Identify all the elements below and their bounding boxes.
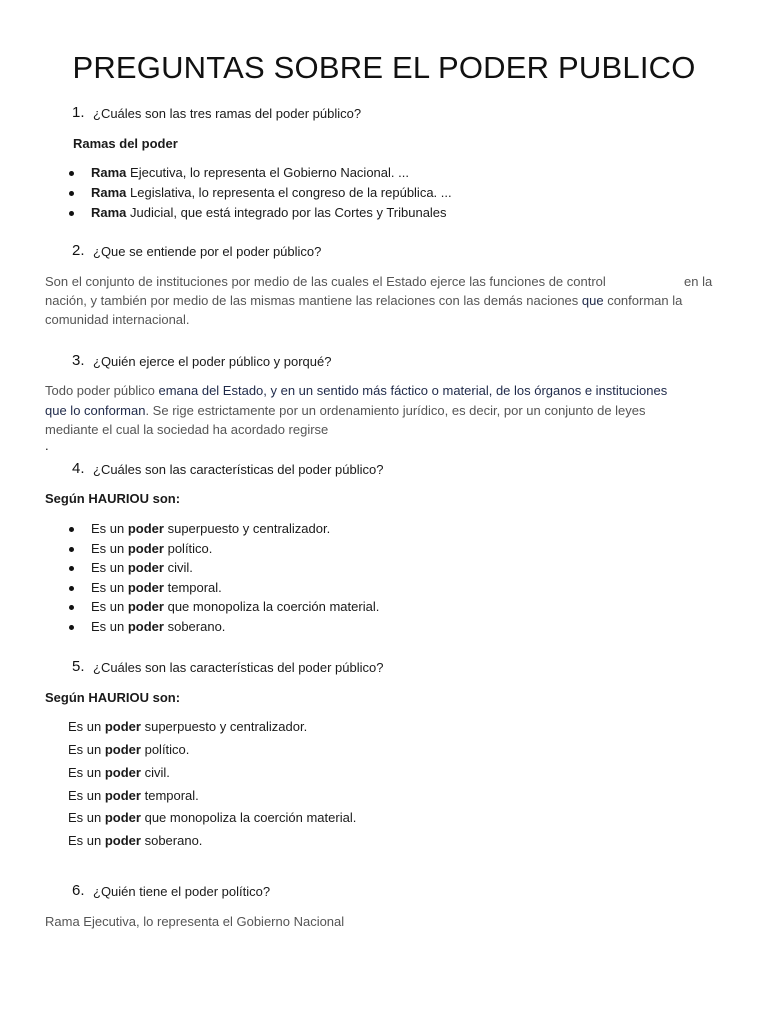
section-label: Según HAURIOU son: <box>45 491 181 506</box>
question-text: ¿Cuáles son las características del poder público? <box>93 462 384 477</box>
answer-line: Todo poder público emana del Estado, y en un sentido más fáctico o material, de los órganos e instituciones <box>45 383 668 398</box>
question-number: 6. <box>72 882 85 899</box>
question-number: 2. <box>72 242 85 259</box>
list-item: Es un poder soberano. <box>91 619 225 634</box>
question-text: ¿Que se entiende por el poder público? <box>93 244 322 259</box>
question-number: 5. <box>72 658 85 675</box>
list-item: Es un poder civil. <box>91 560 193 575</box>
answer-line: mediante el cual la sociedad ha acordado regirse <box>45 422 329 437</box>
list-item: Rama Ejecutiva, lo representa el Gobierno Nacional. ... <box>91 165 409 180</box>
bullet-icon <box>69 566 74 571</box>
question-number: 3. <box>72 352 85 369</box>
answer-line: Son el conjunto de instituciones por medio de las cuales el Estado ejerce las funciones de control <box>45 274 606 289</box>
bullet-icon <box>69 605 74 610</box>
section-label: Ramas del poder <box>73 136 178 151</box>
bullet-icon <box>69 171 74 176</box>
list-item: Rama Legislativa, lo representa el congreso de la república. ... <box>91 185 452 200</box>
question-text: ¿Cuáles son las características del poder público? <box>93 660 384 675</box>
list-item: Es un poder político. <box>91 541 212 556</box>
list-item: Es un poder civil. <box>68 765 170 780</box>
question-text: ¿Quién tiene el poder político? <box>93 884 271 899</box>
list-item: Es un poder temporal. <box>91 580 222 595</box>
bullet-icon <box>69 586 74 591</box>
question-text: ¿Cuáles son las tres ramas del poder público? <box>93 106 362 121</box>
answer-line: en la <box>684 274 713 289</box>
answer-line: nación, y también por medio de las mismas mantiene las relaciones con las demás naciones que conforman la <box>45 293 683 308</box>
answer-line: . <box>45 438 49 453</box>
list-item: Es un poder que monopoliza la coerción material. <box>91 599 379 614</box>
bullet-icon <box>69 191 74 196</box>
question-number: 4. <box>72 460 85 477</box>
list-item: Es un poder superpuesto y centralizador. <box>68 719 308 734</box>
list-item: Rama Judicial, que está integrado por las Cortes y Tribunales <box>91 205 447 220</box>
bullet-icon <box>69 211 74 216</box>
bullet-icon <box>69 625 74 630</box>
list-item: Es un poder soberano. <box>68 833 203 848</box>
answer-line: comunidad internacional. <box>45 312 190 327</box>
list-item: Es un poder que monopoliza la coerción material. <box>68 810 357 825</box>
page-title: PREGUNTAS SOBRE EL PODER PUBLICO <box>72 50 696 85</box>
list-item: Es un poder temporal. <box>68 788 199 803</box>
section-label: Según HAURIOU son: <box>45 690 181 705</box>
answer-line: que lo conforman. Se rige estrictamente por un ordenamiento jurídico, es decir, por un conjunto de leyes <box>45 403 646 418</box>
question-number: 1. <box>72 104 85 121</box>
answer-line: Rama Ejecutiva, lo representa el Gobierno Nacional <box>45 914 345 929</box>
bullet-icon <box>69 527 74 532</box>
question-text: ¿Quién ejerce el poder público y porqué? <box>93 354 332 369</box>
list-item: Es un poder político. <box>68 742 190 757</box>
list-item: Es un poder superpuesto y centralizador. <box>91 521 330 536</box>
bullet-icon <box>69 547 74 552</box>
